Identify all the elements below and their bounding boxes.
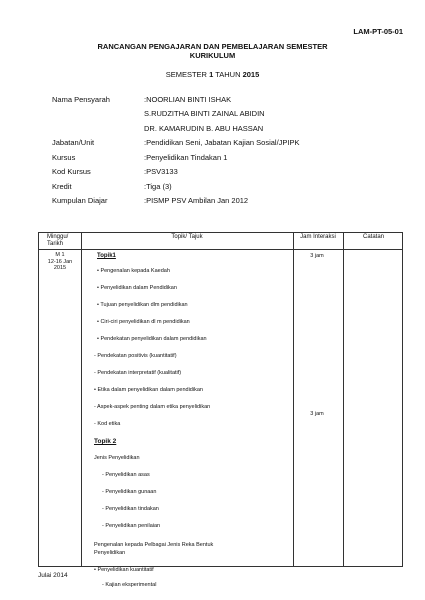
week-date-cell bbox=[39, 252, 81, 272]
semester-label: SEMESTER bbox=[165, 70, 207, 79]
list-item: Pengenalan kepada Pelbagai Jenis Reka Bentuk bbox=[94, 542, 214, 548]
list-item: - Pendekatan interpretatif (kualitatif) bbox=[94, 370, 182, 376]
info-label: Kumpulan Diajar bbox=[52, 196, 108, 206]
info-row bbox=[52, 92, 300, 107]
header-topic: Topik/ Tajuk bbox=[171, 234, 203, 240]
info-value: :PISMP PSV Ambilan Jan 2012 bbox=[144, 196, 249, 206]
info-value: :NOORLIAN BINTI ISHAK bbox=[144, 94, 232, 104]
week-number: M 1 bbox=[55, 252, 65, 258]
list-item: • Ciri-ciri penyelidikan dl m pendidikan bbox=[97, 319, 190, 325]
week-year: 2015 bbox=[53, 265, 67, 271]
column-divider bbox=[81, 233, 82, 566]
info-value: DR. KAMARUDIN B. ABU HASSAN bbox=[144, 123, 264, 133]
document-code: LAM-PT-05-01 bbox=[353, 27, 403, 36]
info-value: :Tiga (3) bbox=[144, 181, 172, 191]
list-item: - Penyelidikan asas bbox=[102, 472, 150, 478]
week-dates: 12-16 Jan bbox=[47, 258, 73, 265]
header-week: Minggu/ Tarikh bbox=[47, 234, 69, 247]
info-value: :Penyelidikan Tindakan 1 bbox=[144, 152, 228, 162]
course-info bbox=[52, 92, 300, 208]
list-item: - Penyelidikan penilaian bbox=[102, 523, 161, 529]
info-row bbox=[52, 136, 300, 151]
column-divider bbox=[293, 233, 294, 566]
info-row bbox=[52, 107, 300, 122]
info-row bbox=[52, 179, 300, 194]
footer-date: Julai 2014 bbox=[38, 572, 68, 579]
year-value: 2015 bbox=[242, 70, 260, 79]
list-item: • Pengenalan kepada Kaedah bbox=[97, 268, 170, 274]
semester-number: 1 bbox=[209, 70, 214, 79]
header-hours: Jam Interaksi bbox=[300, 234, 336, 240]
info-row bbox=[52, 194, 300, 209]
info-label: Kod Kursus bbox=[52, 167, 91, 177]
list-item: - Aspek-aspek penting dalam etika penyelidikan bbox=[94, 404, 211, 410]
list-item: Penyelidikan bbox=[94, 550, 126, 556]
header-divider bbox=[39, 249, 402, 250]
list-item: - Kajian eksperimental bbox=[102, 582, 157, 588]
list-item: • Pendekatan penyelidikan dalam pendidikan bbox=[97, 336, 207, 342]
list-item: • Etika dalam penyelidikan dalam pendidikan bbox=[94, 387, 203, 393]
title-line-2: KURIKULUM bbox=[189, 51, 236, 60]
info-label: Kursus bbox=[52, 152, 76, 162]
info-label: Kredit bbox=[52, 181, 72, 191]
list-item: - Penyelidikan tindakan bbox=[102, 506, 159, 512]
list-item: - Penyelidikan gunaan bbox=[102, 489, 157, 495]
info-row bbox=[52, 150, 300, 165]
info-row bbox=[52, 165, 300, 180]
info-value: :PSV3133 bbox=[144, 167, 178, 177]
info-value: S.RUDZITHA BINTI ZAINAL ABIDIN bbox=[144, 109, 265, 119]
list-item: - Pendekatan positivis (kuantitatif) bbox=[94, 353, 177, 359]
topic2-title: Topik 2 bbox=[94, 438, 117, 445]
topic1-title: Topik1 bbox=[97, 253, 116, 259]
year-label: TAHUN bbox=[215, 70, 241, 79]
info-row bbox=[52, 121, 300, 136]
header-notes: Catatan bbox=[362, 234, 384, 240]
info-label: Nama Pensyarah bbox=[52, 94, 110, 104]
title-line-1: RANCANGAN PENGAJARAN DAN PEMBELAJARAN SEMESTER bbox=[97, 42, 328, 51]
topic2-hours: 3 jam bbox=[310, 411, 324, 417]
list-item: • Tujuan penyelidikan dlm pendidikan bbox=[97, 302, 188, 308]
list-item: Jenis Penyelidikan bbox=[94, 455, 140, 461]
info-value: :Pendidikan Seni, Jabatan Kajian Sosial/JPIPK bbox=[144, 138, 300, 148]
list-item: • Penyelidikan kuantitatif bbox=[94, 567, 154, 573]
list-item: - Kod etika bbox=[94, 421, 121, 427]
info-label: Jabatan/Unit bbox=[52, 138, 95, 148]
document-title bbox=[0, 42, 425, 60]
semester-line bbox=[0, 70, 425, 79]
topic1-hours: 3 jam bbox=[310, 253, 324, 259]
column-divider bbox=[343, 233, 344, 566]
list-item: • Penyelidikan dalam Pendidikan bbox=[97, 285, 177, 291]
